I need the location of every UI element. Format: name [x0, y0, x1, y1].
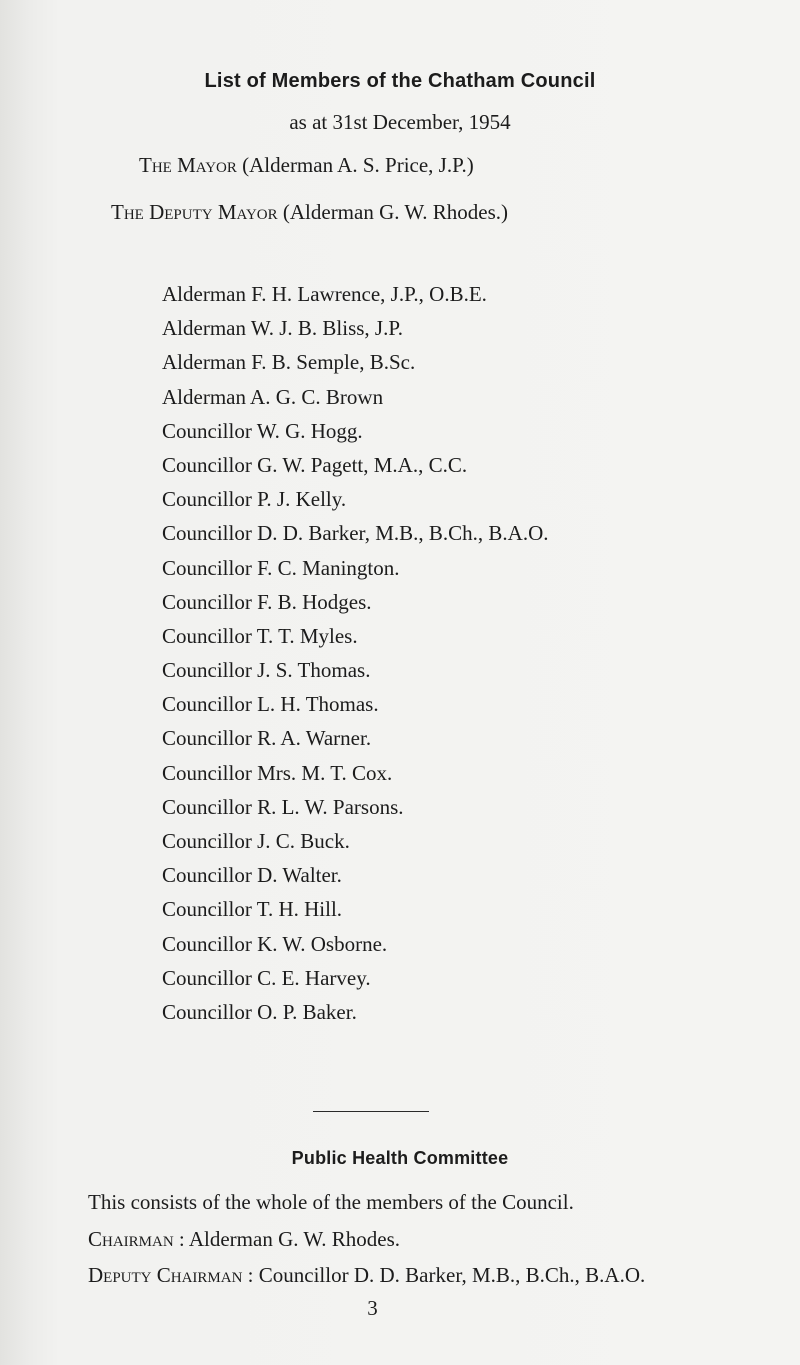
member-item: Councillor P. J. Kelly.: [162, 487, 347, 512]
member-item: Councillor K. W. Osborne.: [162, 931, 388, 956]
member-item: Councillor C. E. Harvey.: [162, 965, 371, 990]
member-item: Councillor F. C. Manington.: [162, 555, 400, 580]
member-item: Councillor D. Walter.: [162, 863, 342, 888]
member-item: Councillor T. H. Hill.: [162, 897, 343, 922]
member-item: Councillor R. A. Warner.: [162, 726, 372, 751]
member-item: Alderman F. H. Lawrence, J.P., O.B.E.: [162, 282, 487, 306]
member-item: Councillor Mrs. M. T. Cox.: [162, 760, 393, 785]
member-item: Alderman W. J. B. Bliss, J.P.: [162, 316, 403, 341]
member-item: Councillor L. H. Thomas.: [162, 692, 379, 717]
deputy-mayor-role: The Deputy Mayor: [111, 200, 278, 224]
mayor-line: [139, 153, 474, 178]
committee-description: This consists of the whole of the members of the Council.: [88, 1190, 574, 1214]
chairman-label: Chairman :: [88, 1227, 185, 1251]
deputy-chairman-label: Deputy Chairman :: [88, 1263, 254, 1287]
section-divider: [313, 1111, 429, 1112]
deputy-mayor-name: (Alderman G. W. Rhodes.): [282, 200, 509, 224]
committee-title: Public Health Committee: [291, 1148, 509, 1168]
member-item: Councillor R. L. W. Parsons.: [162, 794, 404, 819]
member-item: Alderman F. B. Semple, B.Sc.: [162, 350, 416, 375]
member-item: Councillor J. C. Buck.: [162, 829, 350, 853]
member-item: Councillor W. G. Hogg.: [162, 418, 363, 443]
members-list: [162, 277, 548, 1029]
mayor-role: The Mayor: [139, 153, 237, 177]
deputy-chairman-name: Councillor D. D. Barker, M.B., B.Ch., B.A.O.: [258, 1263, 646, 1287]
deputy-chairman-line: [88, 1263, 645, 1288]
page-title: List of Members of the Chatham Council: [204, 70, 596, 92]
mayor-name: (Alderman A. S. Price, J.P.): [242, 153, 474, 177]
chairman-name: Alderman G. W. Rhodes.: [188, 1227, 401, 1251]
date-line: as at 31st December, 1954: [289, 110, 511, 134]
member-item: Alderman A. G. C. Brown: [162, 384, 384, 409]
page-number: 3: [367, 1296, 378, 1320]
chairman-line: [88, 1227, 400, 1252]
member-item: Councillor O. P. Baker.: [162, 999, 357, 1024]
member-item: Councillor T. T. Myles.: [162, 623, 358, 648]
member-item: Councillor J. S. Thomas.: [162, 658, 371, 683]
member-item: Councillor F. B. Hodges.: [162, 589, 372, 614]
member-item: Councillor G. W. Pagett, M.A., C.C.: [162, 452, 468, 477]
member-item: Councillor D. D. Barker, M.B., B.Ch., B.A.O.: [162, 521, 549, 546]
deputy-mayor-line: [111, 200, 508, 225]
